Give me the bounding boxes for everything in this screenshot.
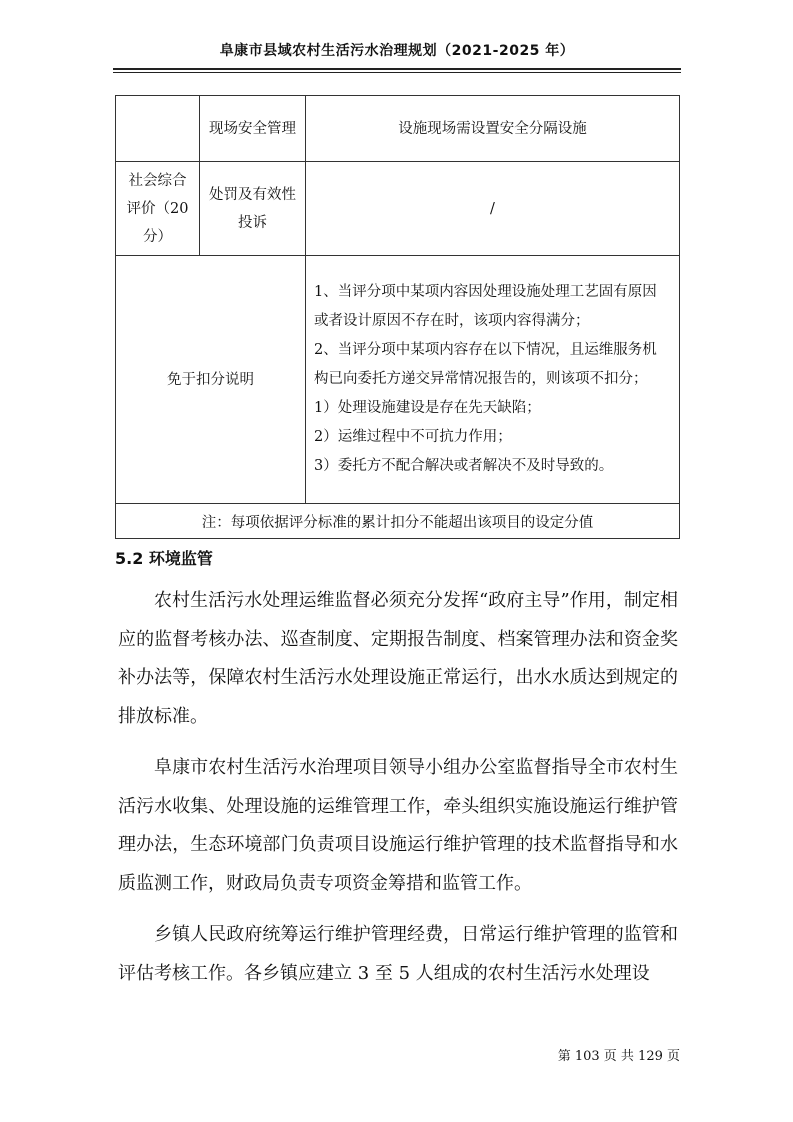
section-heading: 5.2 环境监管 <box>115 549 213 568</box>
table-cell-empty <box>116 96 200 162</box>
body-paragraph: 乡镇人民政府统筹运行维护管理经费，日常运行维护管理的监管和评估考核工作。各乡镇应建立 3 至 5 人组成的农村生活污水处理设 <box>118 924 678 984</box>
table-cell-exemption-list <box>306 256 680 504</box>
table-cell-content: 设施现场需设置安全分隔设施 <box>306 96 680 162</box>
table-cell-content: / <box>306 162 680 256</box>
page-number: 第 103 页 共 129 页 <box>557 1049 680 1064</box>
exemption-line: 1、当评分项中某项内容因处理设施处理工艺固有原因或者设计原因不存在时，该项内容得满分； <box>314 284 657 329</box>
exemption-line: 2）运维过程中不可抗力作用； <box>314 429 512 445</box>
header-rule-thin <box>113 72 681 73</box>
body-paragraph: 农村生活污水处理运维监督必须充分发挥“政府主导”作用，制定相应的监督考核办法、巡查制度、定期报告制度、档案管理办法和资金奖补办法等，保障农村生活污水处理设施正常运行，出水水质达到规定的排放标准。 <box>118 590 678 727</box>
running-header-title: 阜康市县域农村生活污水治理规划（2021-2025 年） <box>219 43 575 59</box>
table-cell-exemption-label: 免于扣分说明 <box>116 256 306 504</box>
exemption-line: 2、当评分项中某项内容存在以下情况，且运维服务机构已向委托方递交异常情况报告的，则该项不扣分； <box>314 342 657 387</box>
table-row <box>116 96 680 162</box>
table-row <box>116 162 680 256</box>
exemption-line: 1）处理设施建设是存在先天缺陷； <box>314 400 541 416</box>
table-cell-item: 处罚及有效性投诉 <box>200 162 306 256</box>
table-row <box>116 504 680 539</box>
exemption-line: 3）委托方不配合解决或者解决不及时导致的。 <box>314 458 614 474</box>
table-cell-category: 社会综合评价（20 分） <box>116 162 200 256</box>
header-rule-thick <box>113 68 681 70</box>
table-cell-item: 现场安全管理 <box>200 96 306 162</box>
table-row <box>116 256 680 504</box>
table-note: 注：每项依据评分标准的累计扣分不能超出该项目的设定分值 <box>116 504 680 539</box>
body-paragraph: 阜康市农村生活污水治理项目领导小组办公室监督指导全市农村生活污水收集、处理设施的运维管理工作，牵头组织实施设施运行维护管理办法，生态环境部门负责项目设施运行维护管理的技术监督指导和水质监测工作，财政局负责专项资金筹措和监管工作。 <box>118 757 678 894</box>
scoring-table <box>115 95 680 539</box>
